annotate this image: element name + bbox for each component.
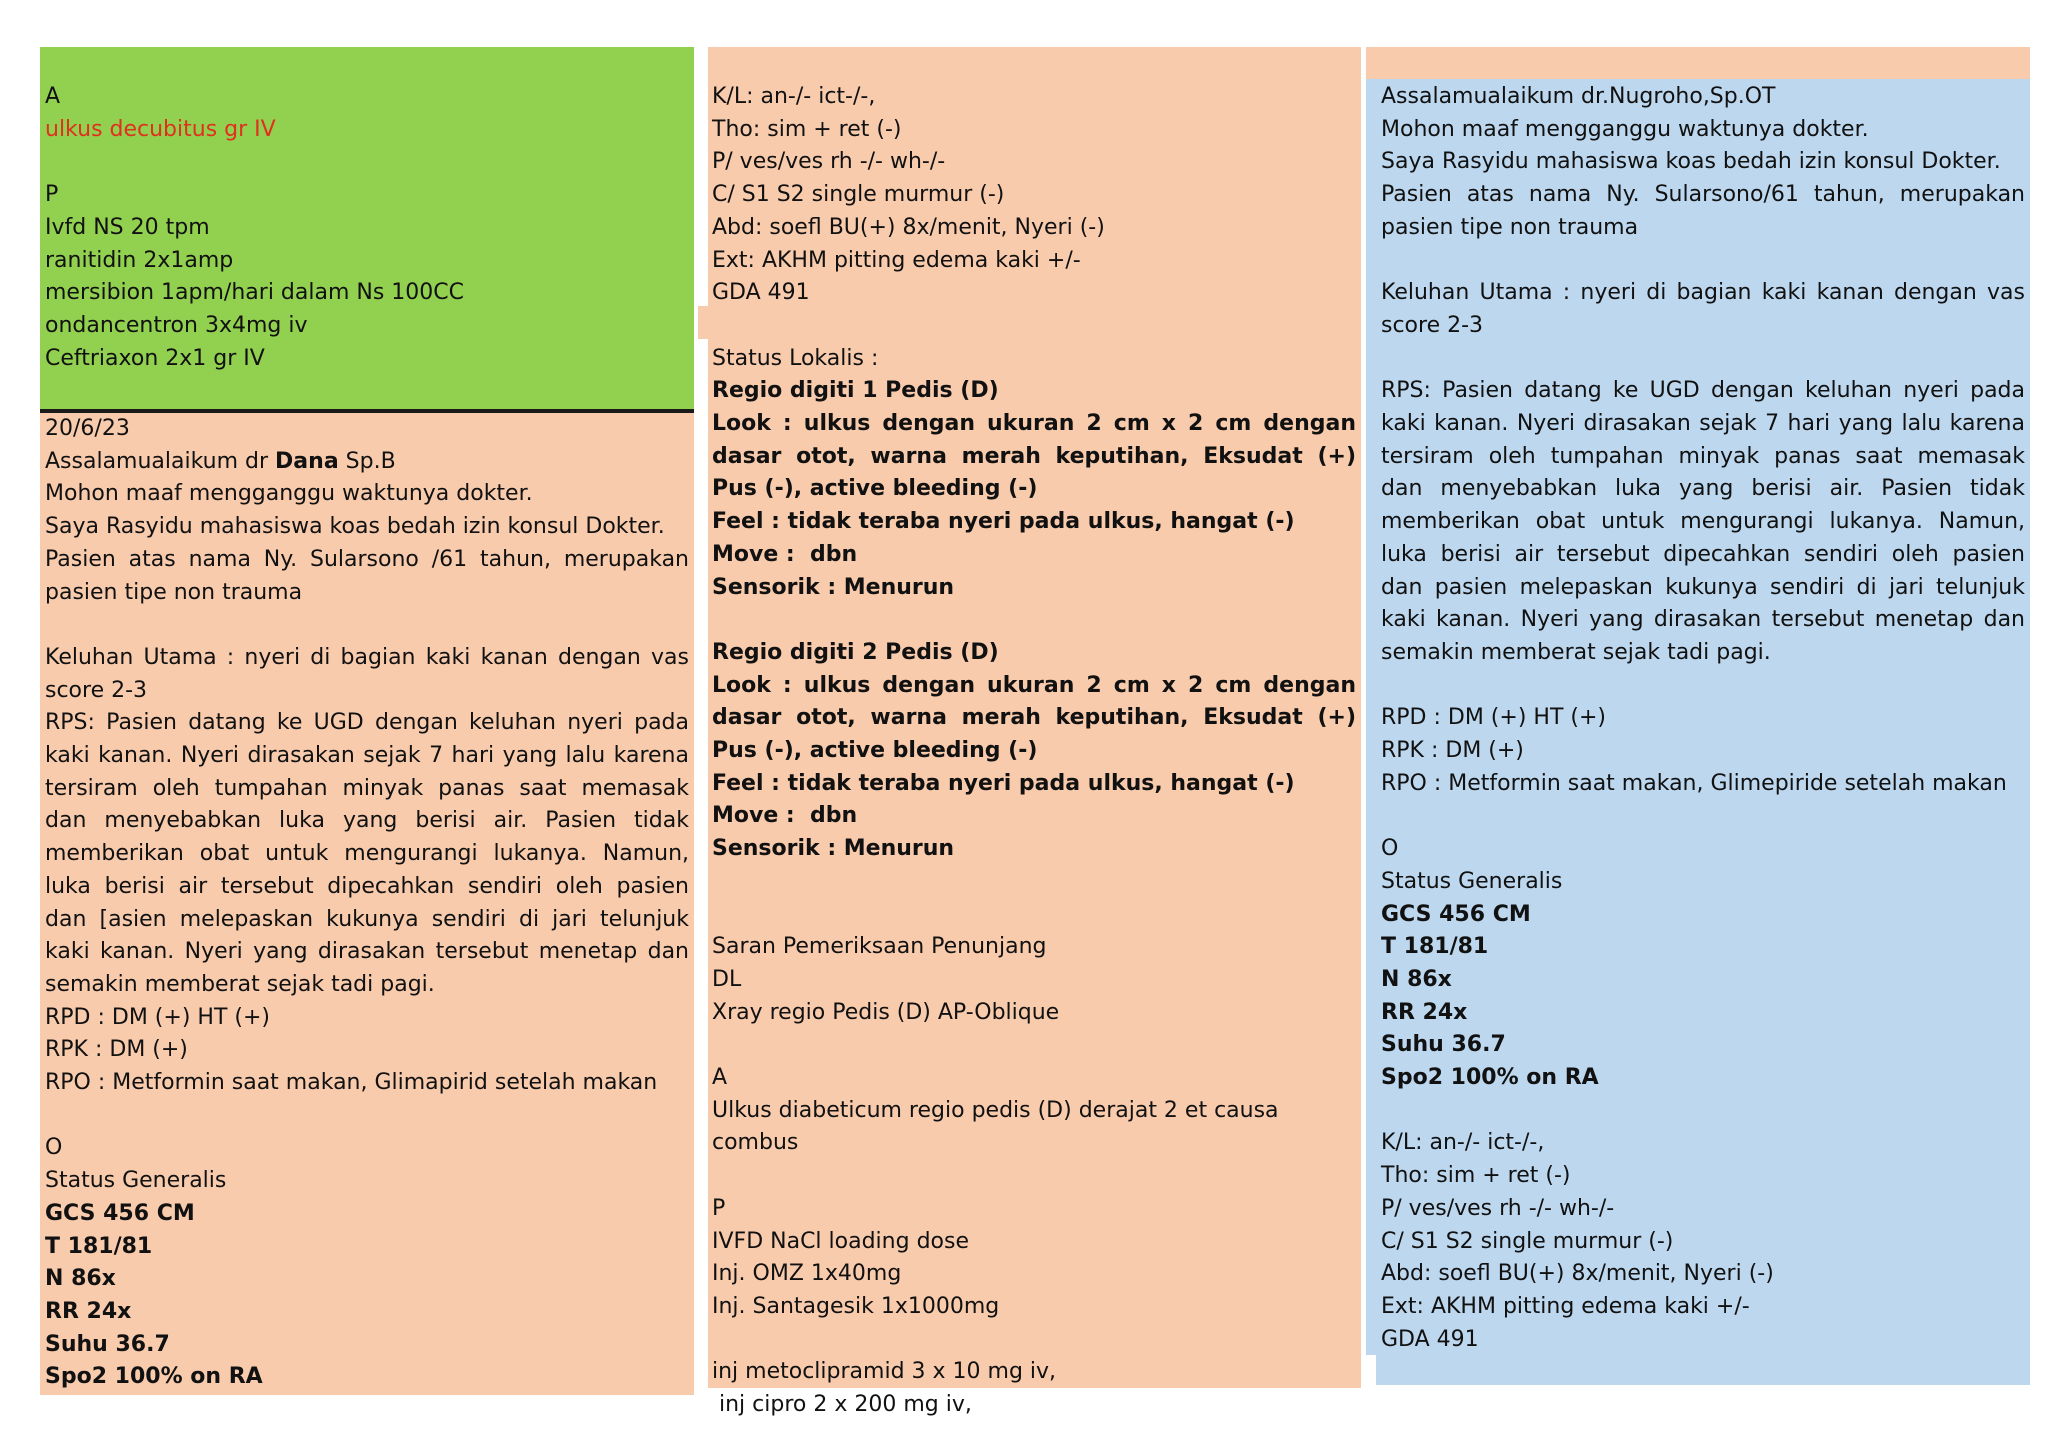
- plan-item: Ivfd NS 20 tpm: [45, 214, 210, 240]
- plan-item: inj metoclipramid 3 x 10 mg iv,: [712, 1359, 1057, 1385]
- vital-sign: N 86x: [45, 1266, 116, 1292]
- patient-identity: Pasien atas nama Ny. Sularsono/61 tahun, merupakan pasien tipe non trauma: [1381, 182, 2032, 240]
- spacer: [712, 899, 1356, 932]
- history-present-illness: RPS: Pasien datang ke UGD dengan keluhan nyeri pada kaki kanan. Nyeri dirasakan sejak 7 hari yang lalu karena tersiram oleh tumpahan minyak panas saat memasak dan menyebabkan luka yang berisi air. Pasien tidak memberikan obat untuk mengurangi lukanya. Namun, luka berisi air tersebut dipecahkan sendiri oleh pasien dan [asien melepaskan kukunya sendiri di jari telunjuk kaki kanan. Nyeri yang dirasakan tersebut menetap dan semakin memberat sejak tadi pagi.: [45, 710, 696, 997]
- medication-history: RPO : Metformin saat makan, Glimapirid setelah makan: [45, 1070, 658, 1096]
- intro-text: Saya Rasyidu mahasiswa koas bedah izin konsul Dokter.: [1381, 149, 2001, 175]
- vital-sign: N 86x: [1381, 966, 1452, 992]
- spacer: [1381, 1095, 2025, 1128]
- medication-history: RPO : Metformin saat makan, Glimepiride setelah makan: [1381, 770, 2007, 796]
- patient-identity: Pasien atas nama Ny. Sularsono /61 tahun, merupakan pasien tipe non trauma: [45, 546, 696, 605]
- vital-sign: RR 24x: [45, 1298, 132, 1324]
- status-generalis-label: Status Generalis: [1381, 868, 1563, 894]
- doctor-title: Sp.B: [338, 448, 396, 474]
- regio-move: Move : dbn: [712, 541, 858, 567]
- vital-sign: T 181/81: [1381, 934, 1489, 960]
- chief-complaint: Keluhan Utama : nyeri di bagian kaki kanan dengan vas score 2-3: [45, 644, 696, 703]
- plan-item: ondancentron 3x4mg iv: [45, 312, 308, 338]
- past-medical-history: RPD : DM (+) HT (+): [1381, 705, 1606, 731]
- plan-item: mersibion 1apm/hari dalam Ns 100CC: [45, 280, 465, 306]
- exam-line: C/ S1 S2 single murmur (-): [1381, 1228, 1674, 1254]
- vital-sign: Suhu 36.7: [1381, 1032, 1506, 1058]
- assessment-header: A: [45, 84, 61, 109]
- saran-item: Xray regio Pedis (D) AP-Oblique: [712, 999, 1060, 1025]
- exam-line: P/ ves/ves rh -/- wh-/-: [1381, 1195, 1615, 1221]
- regio-feel: Feel : tidak teraba nyeri pada ulkus, hangat (-): [712, 770, 1295, 796]
- panel-header-strip: [1366, 47, 2030, 79]
- examination-panel: [708, 47, 1364, 1418]
- vital-sign: Spo2 100% on RA: [45, 1364, 263, 1390]
- spacer: [712, 310, 1356, 343]
- consult-note-panel-2: [1366, 79, 2030, 1385]
- spacer: [712, 604, 1356, 637]
- regio-move: Move : dbn: [712, 803, 858, 829]
- regio-sensorik: Sensorik : Menurun: [712, 836, 955, 862]
- regio-look: Look : ulkus dengan ukuran 2 cm x 2 cm dengan dasar otot, warna merah keputihan, Eksudat (+) Pus (-), active bleeding (-): [712, 411, 1364, 502]
- regio-title: Regio digiti 1 Pedis (D): [712, 378, 999, 404]
- assessment-plan-panel: [40, 47, 694, 409]
- exam-line: C/ S1 S2 single murmur (-): [712, 182, 1005, 208]
- intro-text: Saya Rasyidu mahasiswa koas bedah izin konsul Dokter.: [45, 514, 665, 540]
- exam-line: K/L: an-/- ict-/-,: [1381, 1130, 1545, 1156]
- plan-item: Inj. Santagesik 1x1000mg: [712, 1293, 1000, 1319]
- objective-header: O: [1381, 836, 1399, 862]
- past-medical-history: RPD : DM (+) HT (+): [45, 1004, 270, 1030]
- vital-sign: Suhu 36.7: [45, 1331, 170, 1357]
- regio-look: Look : ulkus dengan ukuran 2 cm x 2 cm dengan dasar otot, warna merah keputihan, Eksudat (+) Pus (-), active bleeding (-): [712, 672, 1364, 764]
- chief-complaint: Keluhan Utama : nyeri di bagian kaki kanan dengan vas score 2-3: [1381, 280, 2032, 338]
- saran-item: DL: [712, 966, 742, 992]
- vital-sign: Spo2 100% on RA: [1381, 1065, 1599, 1091]
- exam-line: K/L: an-/- ict-/-,: [712, 84, 876, 109]
- exam-line: GDA 491: [1381, 1326, 1479, 1352]
- status-generalis-label: Status Generalis: [45, 1168, 227, 1194]
- spacer: [1381, 245, 2025, 278]
- greeting: [45, 446, 689, 479]
- doctor-name: Dana: [275, 448, 339, 474]
- exam-line: GDA 491: [712, 280, 810, 306]
- vital-sign: RR 24x: [1381, 999, 1468, 1025]
- spacer: [1381, 800, 2025, 833]
- spacer: [712, 866, 1356, 899]
- panel-notch: [1366, 1355, 1376, 1395]
- plan-header: P: [712, 1195, 726, 1221]
- vital-sign: GCS 456 CM: [45, 1200, 195, 1226]
- exam-line: Ext: AKHM pitting edema kaki +/-: [712, 247, 1081, 273]
- consult-date: 20/6/23: [45, 416, 130, 441]
- saran-header: Saran Pemeriksaan Penunjang: [712, 934, 1047, 960]
- plan-item: Inj. OMZ 1x40mg: [712, 1261, 902, 1287]
- assessment-diagnosis: Ulkus diabeticum regio pedis (D) derajat 2 et causa combus: [712, 1097, 1286, 1156]
- exam-line: Ext: AKHM pitting edema kaki +/-: [1381, 1293, 1750, 1319]
- spacer: [45, 1100, 689, 1133]
- plan-header: P: [45, 182, 59, 208]
- plan-item: IVFD NaCl loading dose: [712, 1228, 969, 1254]
- history-present-illness: RPS: Pasien datang ke UGD dengan keluhan nyeri pada kaki kanan. Nyeri dirasakan sejak 7 hari yang lalu karena tersiram oleh tumpahan minyak panas saat memasak dan menyebabkan luka yang berisi air. Pasien tidak memberikan obat untuk mengurangi lukanya. Namun, luka berisi air tersebut dipecahkan sendiri oleh pasien dan pasien melepaskan kukunya sendiri di jari telunjuk kaki kanan. Nyeri yang dirasakan tersebut menetap dan semakin memberat sejak tadi pagi.: [1381, 378, 2032, 665]
- family-history: RPK : DM (+): [45, 1037, 188, 1063]
- vital-sign: GCS 456 CM: [1381, 901, 1531, 927]
- family-history: RPK : DM (+): [1381, 738, 1524, 764]
- apology-text: Mohon maaf mengganggu waktunya dokter.: [1381, 116, 1869, 142]
- apology-text: Mohon maaf mengganggu waktunya dokter.: [45, 481, 533, 507]
- vital-sign: T 181/81: [45, 1233, 153, 1259]
- objective-header: O: [45, 1135, 63, 1161]
- assessment-header: A: [712, 1065, 728, 1091]
- greeting-text: Assalamualaikum dr: [45, 448, 276, 474]
- exam-line: Tho: sim + ret (-): [712, 116, 902, 142]
- status-lokalis-label: Status Lokalis :: [712, 345, 879, 371]
- greeting: Assalamualaikum dr.Nugroho,Sp.OT: [1381, 84, 1776, 109]
- regio-feel: Feel : tidak teraba nyeri pada ulkus, hangat (-): [712, 509, 1295, 535]
- spacer: [45, 146, 694, 179]
- spacer: [712, 1160, 1356, 1193]
- plan-item: Ceftriaxon 2x1 gr IV: [45, 345, 265, 371]
- exam-line: Abd: soefl BU(+) 8x/menit, Nyeri (-): [1381, 1261, 1774, 1287]
- exam-line: Abd: soefl BU(+) 8x/menit, Nyeri (-): [712, 214, 1105, 240]
- spacer: [1381, 670, 2025, 703]
- spacer: [1381, 343, 2025, 376]
- consult-note-panel: [40, 413, 694, 1395]
- assessment-diagnosis: ulkus decubitus gr IV: [45, 116, 276, 142]
- exam-line: P/ ves/ves rh -/- wh-/-: [712, 149, 946, 175]
- spacer: [45, 609, 689, 642]
- spacer: [712, 1029, 1356, 1062]
- spacer: [712, 1324, 1356, 1357]
- regio-title: Regio digiti 2 Pedis (D): [712, 639, 999, 665]
- plan-item: ranitidin 2x1amp: [45, 247, 234, 273]
- regio-sensorik: Sensorik : Menurun: [712, 574, 955, 600]
- plan-item: inj cipro 2 x 200 mg iv,: [712, 1392, 972, 1418]
- exam-line: Tho: sim + ret (-): [1381, 1163, 1571, 1189]
